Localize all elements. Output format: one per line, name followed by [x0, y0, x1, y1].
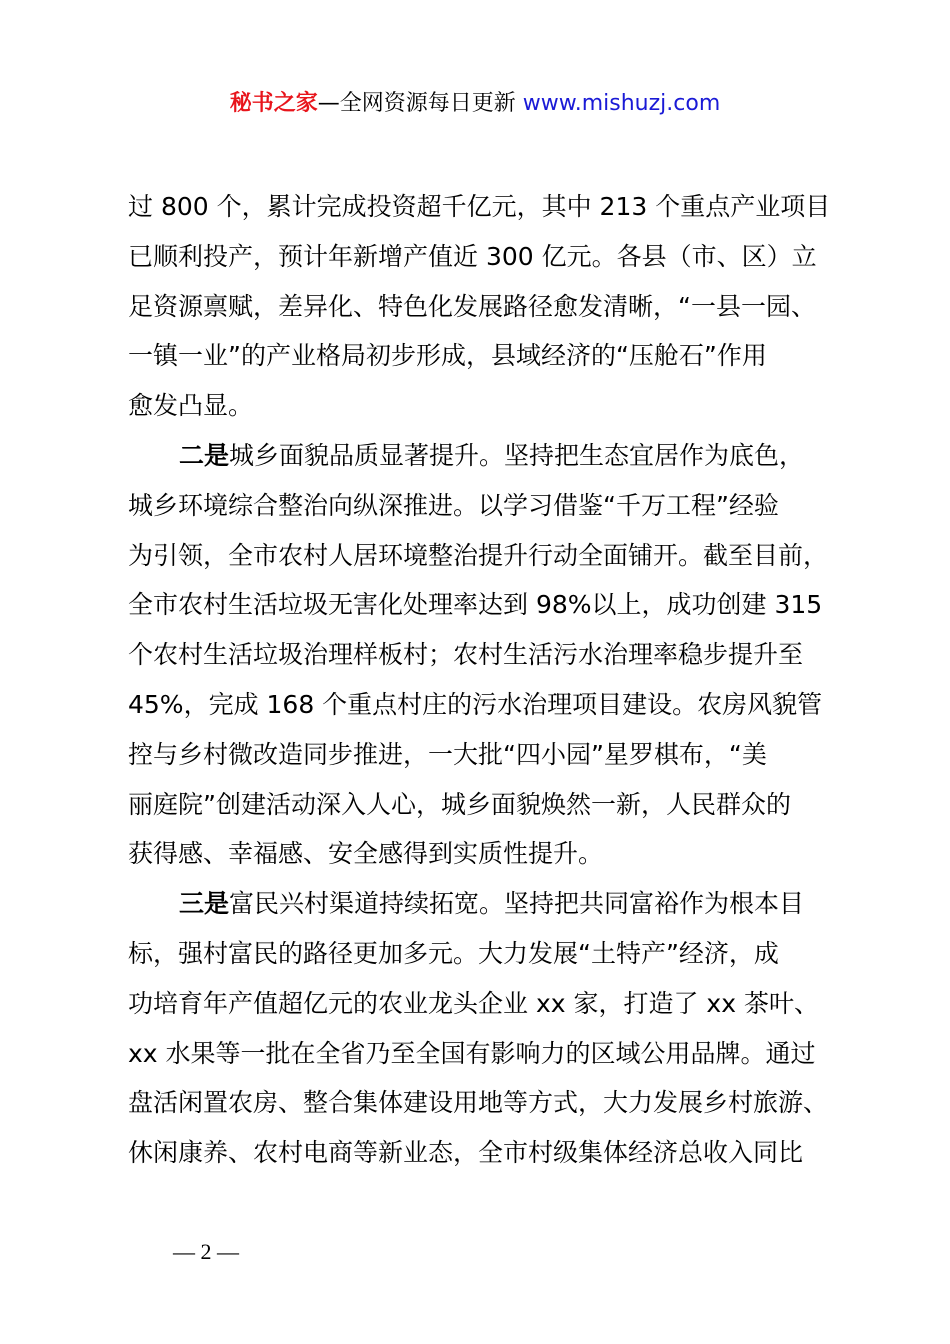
- text-line: 丽庭院”创建活动深入人心，城乡面貌焕然一新，人民群众的: [128, 789, 791, 819]
- paragraph-start-line: [128, 431, 832, 481]
- text-line: 控与乡村微改造同步推进，一大批“四小园”星罗棋布，“美: [128, 739, 767, 769]
- paragraph-lead: 二是: [179, 440, 230, 470]
- brand-name: 秘书之家: [229, 91, 318, 116]
- text-line: 标，强村富民的路径更加多元。大力发展“土特产”经济，成: [128, 938, 779, 968]
- text-line: 盘活闲置农房、整合集体建设用地等方式，大力发展乡村旅游、: [128, 1088, 829, 1118]
- text-line: 45%，完成 168 个重点村庄的污水治理项目建设。农房风貌管: [128, 689, 823, 719]
- text-line: 足资源禀赋，差异化、特色化发展路径愈发清晰，“一县一园、: [128, 291, 816, 321]
- text-line: 为引领，全市农村人居环境整治提升行动全面铺开。截至目前，: [128, 540, 829, 570]
- site-url: www.mishuzj.com: [522, 91, 721, 116]
- text-line: 休闲康养、农村电商等新业态，全市村级集体经济总收入同比: [128, 1138, 804, 1168]
- document-body: [128, 182, 832, 1178]
- text-line: 功培育年产值超亿元的农业龙头企业 xx 家，打造了 xx 茶叶、: [128, 988, 819, 1018]
- text-line: 个农村生活垃圾治理样板村；农村生活污水治理率稳步提升至: [128, 640, 804, 670]
- line-text: 城乡面貌品质显著提升。坚持把生态宜居作为底色，: [229, 440, 805, 470]
- text-line: xx 水果等一批在全省乃至全国有影响力的区域公用品牌。通过: [128, 1038, 816, 1068]
- header-tagline: —全网资源每日更新: [317, 91, 523, 116]
- paragraph-start-line: [128, 879, 832, 929]
- text-line: 已顺利投产，预计年新增产值近 300 亿元。各县（市、区）立: [128, 241, 817, 271]
- text-line: 获得感、幸福感、安全感得到实质性提升。: [128, 839, 604, 869]
- site-header: [0, 86, 950, 122]
- text-line: 一镇一业”的产业格局初步形成，县域经济的“压舱石”作用: [128, 341, 767, 371]
- text-line: 愈发凸显。: [128, 391, 254, 421]
- text-line: 全市农村生活垃圾无害化处理率达到 98%以上，成功创建 315: [128, 590, 823, 620]
- text-line: 城乡环境综合整治向纵深推进。以学习借鉴“千万工程”经验: [128, 490, 779, 520]
- page-number: — 2 —: [173, 1239, 239, 1264]
- line-text: 富民兴村渠道持续拓宽。坚持把共同富裕作为根本目: [229, 889, 805, 919]
- text-line: 过 800 个，累计完成投资超千亿元，其中 213 个重点产业项目: [128, 192, 831, 221]
- paragraph-lead: 三是: [179, 889, 230, 919]
